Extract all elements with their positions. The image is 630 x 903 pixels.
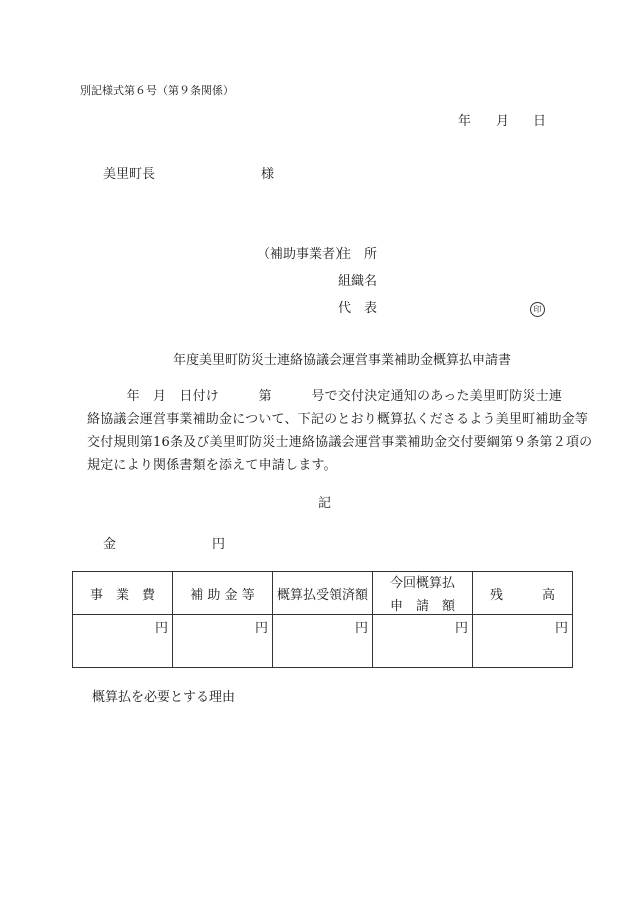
header-current-line2: 申 請 額 (389, 599, 455, 614)
seal-icon (530, 297, 545, 317)
header-received: 概算払受領済額 (273, 572, 373, 615)
cell-balance: 円 (473, 615, 573, 668)
cell-current-request: 円 (373, 615, 473, 668)
form-number: 別記様式第６号（第９条関係） (80, 84, 234, 97)
body-line: 交付規則第16条及び美里町防災士連絡協議会運営事業補助金交付要綱第９条第２項の (87, 435, 593, 450)
applicant-label: （補助事業者） (257, 247, 349, 262)
amount-unit: 円 (212, 537, 226, 552)
addressee-name: 美里町長 (103, 167, 156, 182)
header-balance: 残 高 (473, 572, 573, 615)
header-current-request (373, 572, 473, 615)
rep-label: 代 表 (338, 301, 378, 316)
cell-subsidy: 円 (173, 615, 273, 668)
amount-table (72, 571, 573, 668)
address-label: 住 所 (338, 247, 378, 262)
date-year: 年 (458, 114, 472, 129)
cell-project-cost: 円 (73, 615, 173, 668)
body-line: 規定により関係書類を添えて申請します。 (87, 458, 337, 473)
table-row (73, 615, 573, 668)
table-header-row (73, 572, 573, 615)
org-label: 組織名 (338, 274, 378, 289)
ki-label: 記 (318, 496, 332, 511)
body-line: 年 月 日付け 第 号で交付決定通知のあった美里町防災士連 (87, 389, 563, 404)
date-day: 日 (533, 114, 547, 129)
document-title: 年度美里町防災士連絡協議会運営事業補助金概算払申請書 (173, 353, 512, 368)
body-line: 絡協議会運営事業補助金について、下記のとおり概算払くださるよう美里町補助金等 (87, 412, 589, 427)
header-project-cost: 事 業 費 (73, 572, 173, 615)
body-paragraph (87, 385, 593, 477)
addressee-honorific: 様 (261, 167, 275, 182)
cell-received: 円 (273, 615, 373, 668)
reason-label: 概算払を必要とする理由 (92, 690, 236, 705)
seal-mark: 印 (530, 302, 545, 317)
header-current-line1: 今回概算払 (389, 576, 455, 591)
header-subsidy: 補 助 金 等 (173, 572, 273, 615)
date-month: 月 (496, 114, 510, 129)
amount-label: 金 (103, 537, 117, 552)
